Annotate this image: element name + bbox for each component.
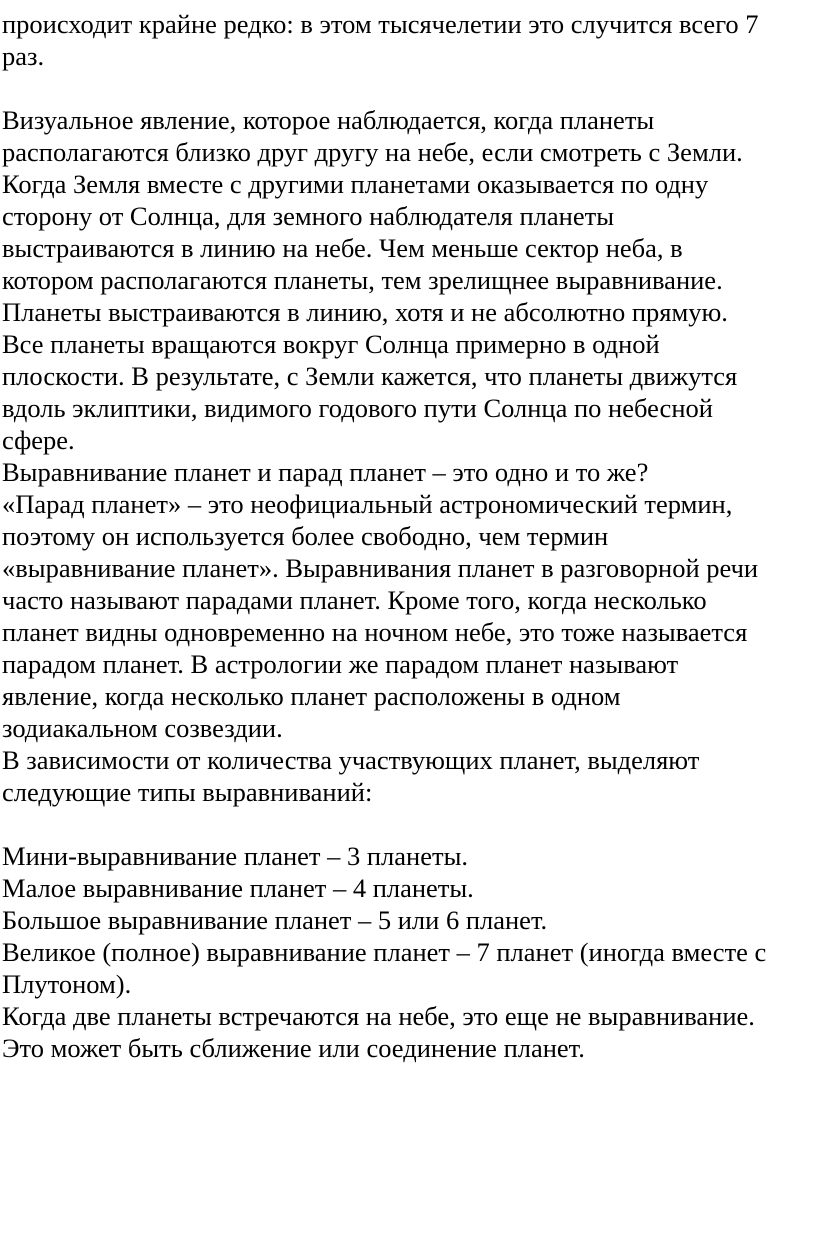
text-line: В зависимости от количества участвующих планет, выделяют xyxy=(2,745,700,775)
text-line: Все планеты вращаются вокруг Солнца примерно в одной xyxy=(2,329,660,359)
text-line: зодиакальном созвездии. xyxy=(2,713,283,743)
text-line: парадом планет. В астрологии же парадом планет называют xyxy=(2,649,679,679)
list-item: Малое выравнивание планет – 4 планеты. xyxy=(2,873,474,903)
text-line: выстраиваются в линию на небе. Чем меньше сектор неба, в xyxy=(2,233,683,263)
text-line: планет видны одновременно на ночном небе, это тоже называется xyxy=(2,617,748,647)
text-line: Планеты выстраиваются в линию, хотя и не абсолютно прямую. xyxy=(2,297,728,327)
text-line: плоскости. В результате, с Земли кажется, что планеты движутся xyxy=(2,361,738,391)
text-line: Когда две планеты встречаются на небе, это еще не выравнивание. xyxy=(2,1001,755,1031)
text-line: «выравнивание планет». Выравнивания планет в разговорной речи xyxy=(2,553,759,583)
text-line: сторону от Солнца, для земного наблюдателя планеты xyxy=(2,201,614,231)
text-line: «Парад планет» – это неофициальный астрономический термин, xyxy=(2,489,733,519)
heading-line: Выравнивание планет и парад планет – это одно и то же? xyxy=(2,457,649,487)
text-line: раз. xyxy=(2,41,45,71)
text-line: вдоль эклиптики, видимого годового пути Солнца по небесной xyxy=(2,393,713,423)
blank-line xyxy=(2,808,816,840)
list-item: Великое (полное) выравнивание планет – 7 планет (иногда вместе с xyxy=(2,937,767,967)
text-line: явление, когда несколько планет расположены в одном xyxy=(2,681,621,711)
text-line: следующие типы выравниваний: xyxy=(2,777,373,807)
text-line: сфере. xyxy=(2,425,75,455)
text-line: часто называют парадами планет. Кроме того, когда несколько xyxy=(2,585,707,615)
text-line: поэтому он используется более свободно, чем термин xyxy=(2,521,609,551)
list-item: Плутоном). xyxy=(2,969,132,999)
text-line: Когда Земля вместе с другими планетами оказывается по одну xyxy=(2,169,709,199)
list-item: Большое выравнивание планет – 5 или 6 планет. xyxy=(2,905,548,935)
text-line: котором располагаются планеты, тем зрелищнее выравнивание. xyxy=(2,265,723,295)
text-line: происходит крайне редко: в этом тысячелетии это случится всего 7 xyxy=(2,9,759,39)
blank-line xyxy=(2,72,816,104)
text-line: Это может быть сближение или соединение планет. xyxy=(2,1033,585,1063)
text-line: Визуальное явление, которое наблюдается, когда планеты xyxy=(2,105,655,135)
text-line: располагаются близко друг другу на небе, если смотреть с Земли. xyxy=(2,137,743,167)
list-item: Мини-выравнивание планет – 3 планеты. xyxy=(2,841,469,871)
